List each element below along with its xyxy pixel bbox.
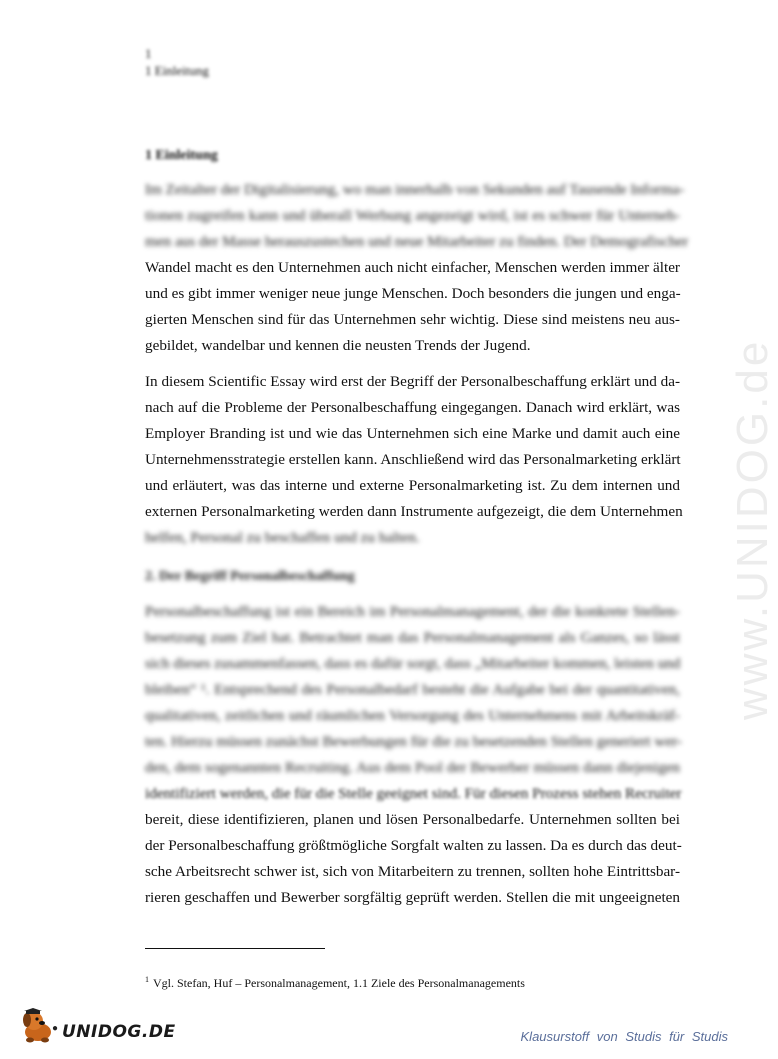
- text-line: identifiziert werden, die für die Stelle geeignet sind. Für diesen Prozess stehen Recruiter: [145, 785, 682, 802]
- footnote-marker: 1: [145, 975, 149, 984]
- section-heading-2: 2. Der Begriff Personalbeschaffung: [145, 569, 355, 584]
- text-line: Wandel macht es den Unternehmen auch nicht einfacher, Menschen werden immer älter: [145, 259, 680, 276]
- text-line: Im Zeitalter der Digitalisierung, wo man innerhalb von Sekunden auf Tausende Informa-: [145, 181, 685, 198]
- paragraph-overview: [145, 369, 683, 551]
- unidog-logo[interactable]: [18, 1008, 176, 1044]
- page-number: 1: [145, 46, 152, 61]
- text-line: qualitativen, zeitlichen und räumlichen Versorgung des Unternehmens mit Arbeitskräf-: [145, 707, 680, 724]
- logo-text: UNIDOG.DE: [62, 1022, 176, 1042]
- text-line: ten. Hierzu müssen zunächst Bewerbungen für die zu besetzenden Stellen generiert wer-: [145, 733, 682, 750]
- text-line: gebildet, wandelbar und kennen die neusten Trends der Jugend.: [145, 337, 531, 354]
- footnote-divider: [145, 948, 325, 949]
- text-line: und es gibt immer weniger neue junge Menschen. Doch besonders die jungen und enga-: [145, 285, 681, 302]
- text-line: und erläutert, was das interne und externe Personalmarketing ist. Zu dem internen und: [145, 477, 680, 494]
- chapter-title: 1 Einleitung: [145, 63, 209, 78]
- text-line: [145, 911, 680, 937]
- text-line: helfen, Personal zu beschaffen und zu halten.: [145, 529, 420, 546]
- watermark: www.UNIDOG.de: [728, 338, 777, 720]
- footnote: [145, 972, 525, 991]
- running-header: [145, 45, 209, 79]
- text-line: externen Personalmarketing werden dann Instrumente aufgezeigt, die dem Unternehmen: [145, 503, 683, 520]
- paw-icon: ●: [52, 1023, 59, 1034]
- text-line: Unternehmensstrategie erstellen kann. Anschließend wird das Personalmarketing erklärt: [145, 451, 681, 468]
- text-line: tionen zugreifen kann und überall Werbung angezeigt wird, ist es schwer für Unterneh-: [145, 207, 680, 224]
- paragraph-personalbeschaffung: [145, 599, 680, 937]
- text-line: In diesem Scientific Essay wird erst der Begriff der Personalbeschaffung erklärt und da-: [145, 373, 681, 390]
- text-line: bleiben“ ¹. Entsprechend des Personalbedarf besteht die Aufgabe bei der quantitativen,: [145, 681, 680, 698]
- text-line: sich dieses zusammenfassen, dass es dafür sorgt, dass „Mitarbeiter kommen, leisten und: [145, 655, 681, 672]
- section-heading-1: 1 Einleitung: [145, 148, 218, 163]
- text-line: der Personalbeschaffung größtmögliche Sorgfalt walten zu lassen. Da es durch das deut-: [145, 837, 682, 854]
- text-line: nach auf die Probleme der Personalbeschaffung eingegangen. Danach wird erklärt, was: [145, 399, 680, 416]
- text-line: Employer Branding ist und wie das Unternehmen sich eine Marke und damit auch eine: [145, 425, 680, 442]
- text-line: rieren geschaffen und Bewerber sorgfältig geprüft werden. Stellen die mit ungeeigneten: [145, 889, 680, 906]
- text-line: den, dem sogenannten Recruiting. Aus dem Pool der Bewerber müssen dann diejenigen: [145, 759, 680, 776]
- text-line: men aus der Masse herauszustechen und neue Mitarbeiter zu finden. Der Demografischer: [145, 233, 689, 250]
- footer-tagline: Klausurstoff von Studis für Studis: [520, 1029, 728, 1044]
- footnote-text: Vgl. Stefan, Huf – Personalmanagement, 1.1 Ziele des Personalmanagements: [153, 976, 525, 990]
- text-line: bereit, diese identifizieren, planen und lösen Personalbedarfe. Unternehmen sollten bei: [145, 811, 680, 828]
- paragraph-introduction: [145, 177, 689, 359]
- text-line: besetzung zum Ziel hat. Betrachtet man das Personalmanagement als Ganzes, so lässt: [145, 629, 680, 646]
- text-line: gierten Menschen sind für das Unternehmen sehr wichtig. Diese sind meistens neu aus-: [145, 311, 680, 328]
- text-line: sche Arbeitsrecht schwer ist, sich von Mitarbeitern zu trennen, sollten hohe Eintrittsbar-: [145, 863, 680, 880]
- text-line: Personalbeschaffung ist ein Bereich im Personalmanagement, der die konkrete Stellen-: [145, 603, 680, 620]
